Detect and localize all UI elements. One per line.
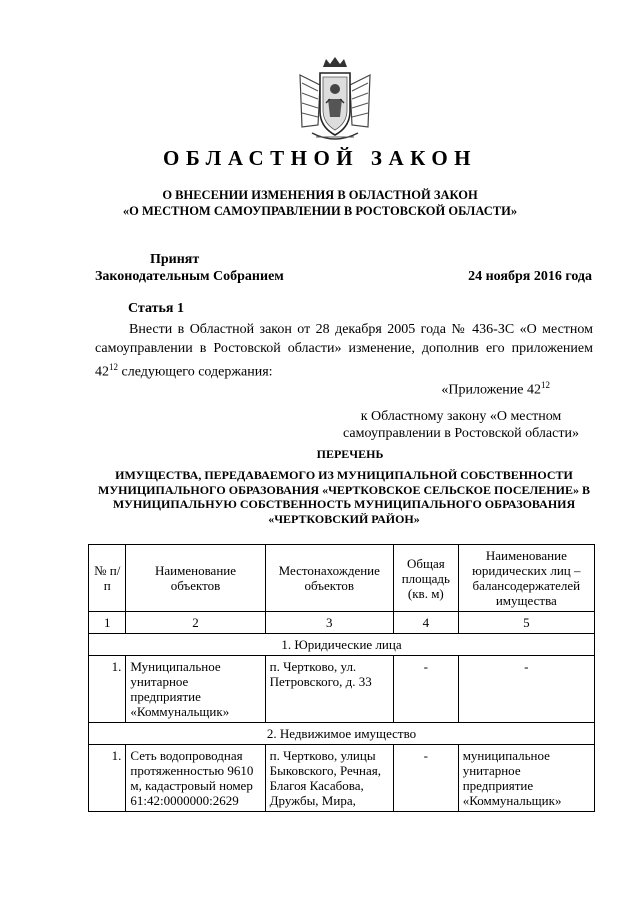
row-location: п. Чертково, ул. Петровского, д. 33	[265, 656, 393, 723]
header-location: Местонахождение объектов	[265, 545, 393, 612]
column-number: 5	[458, 612, 594, 634]
annex-reference	[300, 377, 592, 442]
row-number: 1.	[89, 656, 126, 723]
section-legal-entities: 1. Юридические лица	[89, 634, 595, 656]
header-object-name: Наименование объектов	[126, 545, 265, 612]
law-subtitle	[0, 187, 640, 219]
section-row	[89, 634, 595, 656]
row-balance-holder: -	[458, 656, 594, 723]
subtitle-line-2: «О МЕСТНОМ САМОУПРАВЛЕНИИ В РОСТОВСКОЙ ОБЛАСТИ»	[122, 204, 518, 218]
paragraph-text-end: следующего содержания:	[118, 364, 273, 380]
adopted-by: Законодательным Собранием	[95, 269, 284, 284]
article-heading: Статья 1	[128, 301, 184, 316]
adoption-block	[95, 251, 592, 285]
section-real-estate: 2. Недвижимое имущество	[89, 723, 595, 745]
adopted-label: Принят	[150, 252, 200, 267]
adopted-date: 24 ноября 2016 года	[468, 269, 592, 284]
row-area: -	[393, 656, 458, 723]
row-object-name: Муниципальное унитарное предприятие «Коммунальщик»	[126, 656, 265, 723]
subtitle-line-1: О ВНЕСЕНИИ ИЗМЕНЕНИЯ В ОБЛАСТНОЙ ЗАКОН	[162, 188, 478, 202]
table-header-row	[89, 545, 595, 612]
table-row	[89, 745, 595, 812]
coat-of-arms-emblem	[290, 55, 380, 145]
annex-title: «Приложение 42	[441, 382, 541, 398]
row-location: п. Чертково, улицы Быковского, Речная, Благоя Касабова, Дружбы, Мира,	[265, 745, 393, 812]
row-balance-holder: муниципальное унитарное предприятие «Коммунальщик»	[458, 745, 594, 812]
list-title: ПЕРЕЧЕНЬ	[316, 447, 384, 461]
column-number: 3	[265, 612, 393, 634]
row-number: 1.	[89, 745, 126, 812]
column-number: 2	[126, 612, 265, 634]
paragraph-superscript: 12	[109, 362, 118, 372]
law-title: ОБЛАСТНОЙ ЗАКОН	[162, 146, 477, 170]
property-table	[88, 544, 595, 812]
list-heading: ИМУЩЕСТВА, ПЕРЕДАВАЕМОГО ИЗ МУНИЦИПАЛЬНОЙ СОБСТВЕННОСТИ МУНИЦИПАЛЬНОГО ОБРАЗОВАНИЯ «ЧЕРТКОВСКОЕ СЕЛЬСКОЕ ПОСЕЛЕНИЕ» В МУНИЦИПАЛЬНУЮ СОБСТВЕННОСТЬ МУНИЦИПАЛЬНОГО ОБРАЗОВАНИЯ «ЧЕРТКОВСКИЙ РАЙОН»	[98, 468, 590, 526]
article-paragraph	[95, 320, 593, 382]
column-number: 4	[393, 612, 458, 634]
row-area: -	[393, 745, 458, 812]
annex-subtitle: к Областному закону «О местном самоуправлении в Ростовской области»	[343, 408, 579, 441]
column-number: 1	[89, 612, 126, 634]
header-number: № п/п	[89, 545, 126, 612]
table-row	[89, 656, 595, 723]
header-balance-holder: Наименование юридических лиц – балансодержателей имущества	[458, 545, 594, 612]
header-area: Общая площадь (кв. м)	[393, 545, 458, 612]
column-number-row	[89, 612, 595, 634]
annex-superscript: 12	[541, 380, 550, 390]
row-object-name: Сеть водопроводная протяженностью 9610 м, кадастровый номер 61:42:0000000:2629	[126, 745, 265, 812]
section-row	[89, 723, 595, 745]
paragraph-text: Внести в Областной закон от 28 декабря 2005 года № 436-ЗС «О местном самоуправлении в Ростовской области» изменение, дополнив его приложением 42	[95, 322, 593, 380]
